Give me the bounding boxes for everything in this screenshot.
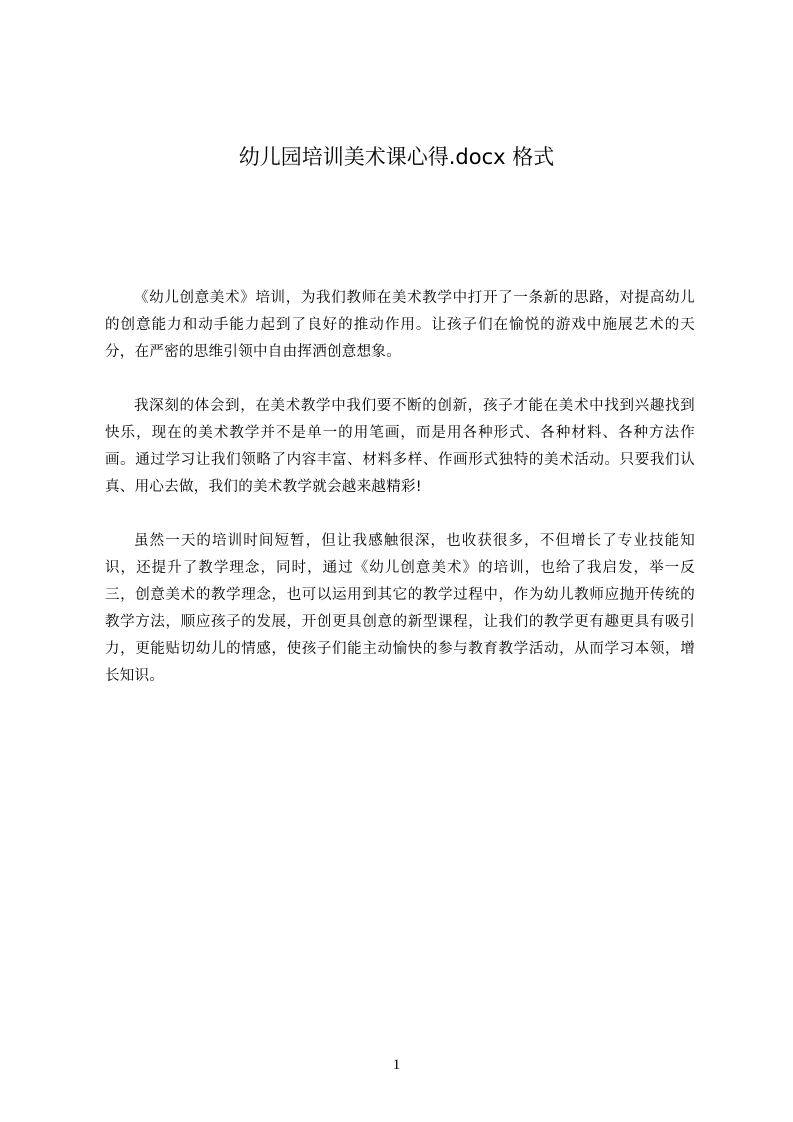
page-number: 1 — [392, 1057, 401, 1073]
paragraph-2: 我深刻的体会到，在美术教学中我们要不断的创新，孩子才能在美术中找到兴趣找到快乐，现在的美术教学并不是单一的用笔画，而是用各种形式、各种材料、各种方法作画。通过学习让我们领略了内容丰富、材料多样、作画形式独特的美术活动。只要我们认真、用心去做，我们的美术教学就会越来越精彩! — [105, 398, 695, 495]
page-title: 幼儿园培训美术课心得.docx 格式 — [238, 145, 555, 169]
document-body — [105, 285, 695, 717]
paragraph-1: 《幼儿创意美术》培训，为我们教师在美术教学中打开了一条新的思路，对提高幼儿的创意能力和动手能力起到了良好的推动作用。让孩子们在愉悦的游戏中施展艺术的天分，在严密的思维引领中自由挥洒创意想象。 — [105, 290, 695, 360]
paragraph-3: 虽然一天的培训时间短暂，但让我感触很深，也收获很多，不但增长了专业技能知识，还提升了教学理念，同时，通过《幼儿创意美术》的培训，也给了我启发，举一反三，创意美术的教学理念，也可以运用到其它的教学过程中，作为幼儿教师应抛开传统的教学方法，顺应孩子的发展，开创更具创意的新型课程，让我们的教学更有趣更具有吸引力，更能贴切幼儿的情感，使孩子们能主动愉快的参与教育教学活动，从而学习本领，增长知识。 — [105, 533, 695, 684]
